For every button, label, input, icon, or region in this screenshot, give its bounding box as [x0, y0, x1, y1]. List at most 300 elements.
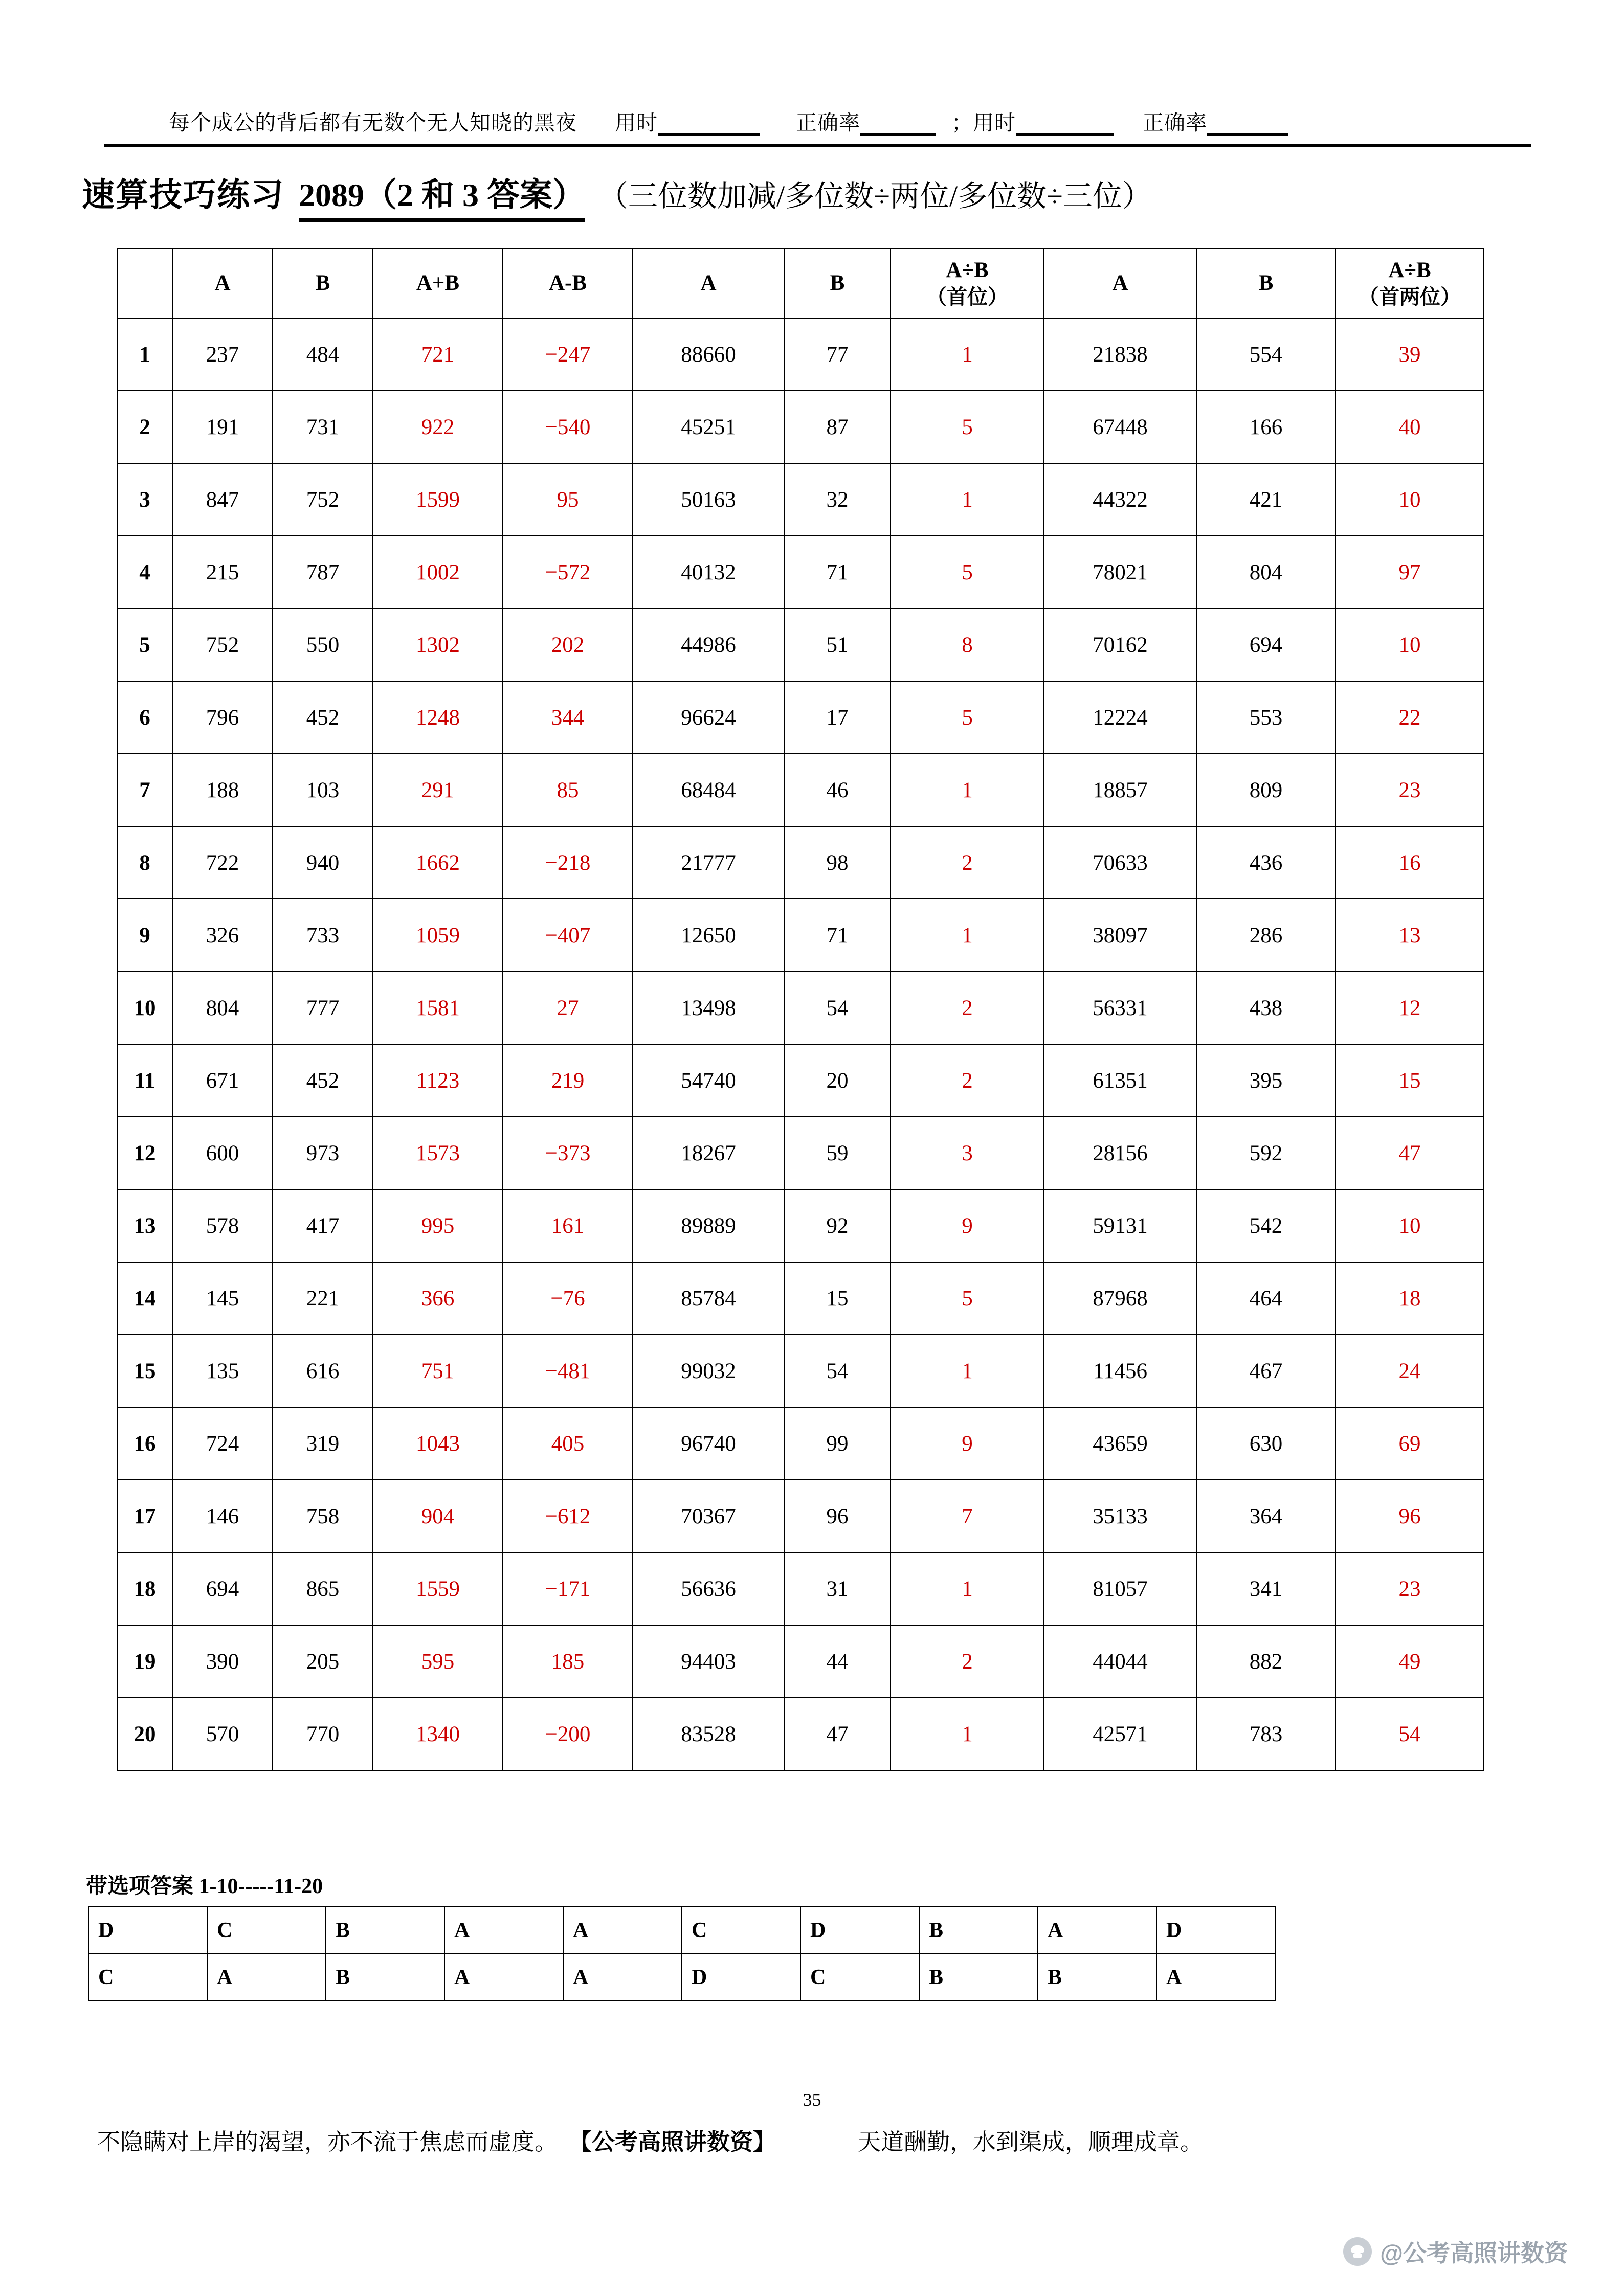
cell-quotient-first-two-digits: 13: [1336, 899, 1484, 972]
cell-quotient-first-two-digits: 40: [1336, 391, 1484, 463]
watermark-text: @公考高照讲数资: [1380, 2240, 1568, 2266]
cell-quotient-first-digit: 5: [891, 1262, 1044, 1335]
time-blank-1[interactable]: [658, 118, 760, 136]
cell-b-div2: 54: [784, 972, 891, 1044]
header-first-digit-note: （首位）: [926, 285, 1008, 308]
cell-b-div2: 59: [784, 1117, 891, 1189]
cell-b-add: 733: [273, 899, 373, 972]
table-row: [117, 754, 1484, 826]
cell-a-plus-b: 291: [373, 754, 503, 826]
cell-quotient-first-two-digits: 23: [1336, 754, 1484, 826]
cell-b-add: 758: [273, 1480, 373, 1552]
table-row: [117, 463, 1484, 536]
cell-a-add: 135: [172, 1335, 273, 1407]
cell-quotient-first-digit: 8: [891, 609, 1044, 681]
cell-b-add: 319: [273, 1407, 373, 1480]
cell-a-div3: 56331: [1044, 972, 1196, 1044]
accuracy-blank-1[interactable]: [860, 118, 936, 136]
cell-b-div3: 554: [1196, 318, 1336, 391]
option-cell: A: [1156, 1954, 1275, 2001]
cell-a-add: 326: [172, 899, 273, 972]
cell-quotient-first-two-digits: 24: [1336, 1335, 1484, 1407]
option-cell: B: [919, 1954, 1038, 2001]
row-index: 20: [117, 1698, 172, 1770]
row-index: 16: [117, 1407, 172, 1480]
time-blank-2[interactable]: [1016, 118, 1114, 136]
cell-a-add: 188: [172, 754, 273, 826]
footer-quote: 不隐瞒对上岸的渴望，亦不流于焦虑而虚度。: [97, 2129, 558, 2155]
cell-a-div3: 78021: [1044, 536, 1196, 609]
row-index: 6: [117, 681, 172, 754]
cell-a-add: 390: [172, 1625, 273, 1698]
cell-quotient-first-digit: 1: [891, 899, 1044, 972]
header-a-plus-b: A+B: [373, 249, 503, 318]
cell-quotient-first-digit: 5: [891, 681, 1044, 754]
cell-a-plus-b: 922: [373, 391, 503, 463]
cell-b-add: 221: [273, 1262, 373, 1335]
cell-b-div2: 92: [784, 1189, 891, 1262]
cell-b-add: 973: [273, 1117, 373, 1189]
table-row: [117, 1480, 1484, 1552]
row-index: 9: [117, 899, 172, 972]
cell-b-div2: 99: [784, 1407, 891, 1480]
cell-a-plus-b: 1059: [373, 899, 503, 972]
cell-b-add: 770: [273, 1698, 373, 1770]
header-a-div-b-first-two-digits: [1336, 249, 1484, 318]
table-row: [117, 609, 1484, 681]
cell-a-add: 671: [172, 1044, 273, 1117]
footer-motto: 天道酬勤，水到渠成，顺理成章。: [858, 2129, 1204, 2155]
cell-quotient-first-digit: 1: [891, 1698, 1044, 1770]
table-row: [117, 972, 1484, 1044]
cell-b-div3: 630: [1196, 1407, 1336, 1480]
page-number: 35: [803, 2089, 821, 2110]
cell-b-div3: 553: [1196, 681, 1336, 754]
header-a-div3: A: [1044, 249, 1196, 318]
cell-a-div3: 67448: [1044, 391, 1196, 463]
cell-a-div2: 45251: [633, 391, 784, 463]
cell-b-div2: 51: [784, 609, 891, 681]
cell-quotient-first-digit: 9: [891, 1189, 1044, 1262]
cell-a-plus-b: 721: [373, 318, 503, 391]
cell-a-div2: 68484: [633, 754, 784, 826]
header-b-div3: B: [1196, 249, 1336, 318]
header-first-two-digits-note: （首两位）: [1359, 285, 1461, 308]
option-cell: C: [682, 1907, 800, 1954]
cell-b-add: 417: [273, 1189, 373, 1262]
cell-quotient-first-digit: 1: [891, 463, 1044, 536]
option-cell: A: [563, 1954, 682, 2001]
cell-a-plus-b: 1662: [373, 826, 503, 899]
option-cell: B: [1038, 1954, 1156, 2001]
cell-a-div2: 99032: [633, 1335, 784, 1407]
option-cell: B: [919, 1907, 1038, 1954]
cell-b-div2: 46: [784, 754, 891, 826]
cell-b-add: 452: [273, 1044, 373, 1117]
option-cell: A: [207, 1954, 326, 2001]
cell-a-minus-b: −373: [503, 1117, 633, 1189]
cell-a-add: 237: [172, 318, 273, 391]
cell-quotient-first-two-digits: 10: [1336, 609, 1484, 681]
options-row: [88, 1907, 1275, 1954]
option-cell: D: [1156, 1907, 1275, 1954]
row-index: 1: [117, 318, 172, 391]
accuracy-label-2: 正确率: [1143, 111, 1207, 134]
row-index: 14: [117, 1262, 172, 1335]
cell-b-div2: 20: [784, 1044, 891, 1117]
cell-a-add: 215: [172, 536, 273, 609]
cell-b-div2: 54: [784, 1335, 891, 1407]
cell-a-minus-b: 202: [503, 609, 633, 681]
cell-a-div3: 38097: [1044, 899, 1196, 972]
cell-quotient-first-digit: 2: [891, 1044, 1044, 1117]
table-row: [117, 681, 1484, 754]
table-row: [117, 391, 1484, 463]
header-b-add: B: [273, 249, 373, 318]
row-index: 15: [117, 1335, 172, 1407]
cell-quotient-first-two-digits: 39: [1336, 318, 1484, 391]
cell-quotient-first-two-digits: 47: [1336, 1117, 1484, 1189]
cell-a-div3: 18857: [1044, 754, 1196, 826]
row-index: 18: [117, 1552, 172, 1625]
cell-a-minus-b: 185: [503, 1625, 633, 1698]
table-row: [117, 1625, 1484, 1698]
weibo-logo-icon: [1343, 2237, 1372, 2266]
cell-b-div2: 87: [784, 391, 891, 463]
cell-a-add: 694: [172, 1552, 273, 1625]
cell-quotient-first-two-digits: 10: [1336, 1189, 1484, 1262]
cell-a-plus-b: 1573: [373, 1117, 503, 1189]
cell-quotient-first-two-digits: 16: [1336, 826, 1484, 899]
cell-a-plus-b: 1002: [373, 536, 503, 609]
title-main: 速算技巧练习: [82, 177, 284, 213]
cell-b-add: 940: [273, 826, 373, 899]
cell-a-plus-b: 1043: [373, 1407, 503, 1480]
header-a-minus-b: A-B: [503, 249, 633, 318]
cell-b-div2: 71: [784, 899, 891, 972]
cell-b-add: 484: [273, 318, 373, 391]
cell-a-div3: 43659: [1044, 1407, 1196, 1480]
option-cell: D: [800, 1907, 919, 1954]
cell-a-div3: 59131: [1044, 1189, 1196, 1262]
accuracy-label-1: 正确率: [796, 111, 860, 134]
option-cell: D: [682, 1954, 800, 2001]
cell-quotient-first-two-digits: 15: [1336, 1044, 1484, 1117]
cell-b-div3: 286: [1196, 899, 1336, 972]
cell-a-plus-b: 995: [373, 1189, 503, 1262]
cell-a-add: 796: [172, 681, 273, 754]
header-index: [117, 249, 172, 318]
cell-a-div3: 21838: [1044, 318, 1196, 391]
cell-b-div3: 467: [1196, 1335, 1336, 1407]
cell-a-plus-b: 1581: [373, 972, 503, 1044]
cell-quotient-first-digit: 7: [891, 1480, 1044, 1552]
cell-b-add: 777: [273, 972, 373, 1044]
cell-b-div3: 438: [1196, 972, 1336, 1044]
cell-b-div2: 71: [784, 536, 891, 609]
cell-a-add: 804: [172, 972, 273, 1044]
cell-a-plus-b: 1248: [373, 681, 503, 754]
cell-quotient-first-two-digits: 49: [1336, 1625, 1484, 1698]
page-title: [82, 169, 1565, 225]
cell-a-add: 847: [172, 463, 273, 536]
cell-quotient-first-digit: 2: [891, 826, 1044, 899]
cell-a-add: 752: [172, 609, 273, 681]
cell-quotient-first-digit: 2: [891, 972, 1044, 1044]
header-a-add: A: [172, 249, 273, 318]
cell-a-div2: 89889: [633, 1189, 784, 1262]
cell-b-div3: 364: [1196, 1480, 1336, 1552]
cell-a-minus-b: −612: [503, 1480, 633, 1552]
cell-b-div3: 166: [1196, 391, 1336, 463]
table-row: [117, 899, 1484, 972]
page-header: [102, 100, 1534, 136]
header-a-div2: A: [633, 249, 784, 318]
cell-a-div2: 56636: [633, 1552, 784, 1625]
cell-quotient-first-digit: 1: [891, 318, 1044, 391]
option-cell: D: [88, 1907, 207, 1954]
cell-a-div2: 94403: [633, 1625, 784, 1698]
cell-b-add: 452: [273, 681, 373, 754]
table-row: [117, 1044, 1484, 1117]
table-row: [117, 1407, 1484, 1480]
table-row: [117, 1552, 1484, 1625]
option-cell: B: [326, 1907, 444, 1954]
cell-a-div3: 42571: [1044, 1698, 1196, 1770]
table-header-row: [117, 249, 1484, 318]
cell-b-div2: 96: [784, 1480, 891, 1552]
cell-quotient-first-digit: 9: [891, 1407, 1044, 1480]
option-cell: B: [326, 1954, 444, 2001]
cell-quotient-first-two-digits: 12: [1336, 972, 1484, 1044]
cell-b-div3: 436: [1196, 826, 1336, 899]
row-index: 17: [117, 1480, 172, 1552]
watermark: [1343, 2235, 1568, 2268]
cell-a-div2: 40132: [633, 536, 784, 609]
row-index: 13: [117, 1189, 172, 1262]
header-a-div-b-label-2: A÷B: [1388, 258, 1431, 283]
row-index: 12: [117, 1117, 172, 1189]
cell-a-minus-b: −407: [503, 899, 633, 972]
header-a-div-b-first-digit: [891, 249, 1044, 318]
option-cell: C: [207, 1907, 326, 1954]
cell-quotient-first-two-digits: 96: [1336, 1480, 1484, 1552]
row-index: 11: [117, 1044, 172, 1117]
header-b-div2: B: [784, 249, 891, 318]
cell-quotient-first-digit: 1: [891, 1552, 1044, 1625]
cell-a-plus-b: 751: [373, 1335, 503, 1407]
options-row: [88, 1954, 1275, 2001]
accuracy-blank-2[interactable]: [1207, 118, 1288, 136]
cell-b-div3: 395: [1196, 1044, 1336, 1117]
cell-a-div2: 13498: [633, 972, 784, 1044]
table-row: [117, 826, 1484, 899]
cell-b-div2: 44: [784, 1625, 891, 1698]
time-label-1: 用时: [615, 111, 658, 134]
cell-b-add: 550: [273, 609, 373, 681]
cell-a-add: 570: [172, 1698, 273, 1770]
row-index: 7: [117, 754, 172, 826]
title-code: 2089（2 和 3 答案）: [299, 169, 585, 222]
cell-quotient-first-two-digits: 69: [1336, 1407, 1484, 1480]
footer-brand: 【公考高照讲数资】: [569, 2129, 776, 2155]
cell-a-minus-b: 27: [503, 972, 633, 1044]
cell-a-minus-b: 161: [503, 1189, 633, 1262]
cell-b-div3: 421: [1196, 463, 1336, 536]
row-index: 19: [117, 1625, 172, 1698]
cell-a-div3: 44044: [1044, 1625, 1196, 1698]
cell-quotient-first-digit: 1: [891, 1335, 1044, 1407]
options-answer-table: [88, 1906, 1276, 2001]
cell-a-div3: 12224: [1044, 681, 1196, 754]
cell-b-div3: 464: [1196, 1262, 1336, 1335]
row-index: 2: [117, 391, 172, 463]
cell-a-div2: 12650: [633, 899, 784, 972]
cell-a-minus-b: 85: [503, 754, 633, 826]
cell-a-minus-b: −171: [503, 1552, 633, 1625]
row-index: 3: [117, 463, 172, 536]
option-cell: A: [1038, 1907, 1156, 1954]
cell-b-div3: 804: [1196, 536, 1336, 609]
row-index: 5: [117, 609, 172, 681]
cell-quotient-first-two-digits: 18: [1336, 1262, 1484, 1335]
cell-a-add: 191: [172, 391, 273, 463]
cell-a-add: 145: [172, 1262, 273, 1335]
header-divider: [104, 144, 1531, 147]
cell-a-add: 578: [172, 1189, 273, 1262]
table-row: [117, 318, 1484, 391]
cell-a-div2: 88660: [633, 318, 784, 391]
cell-b-add: 103: [273, 754, 373, 826]
cell-a-plus-b: 366: [373, 1262, 503, 1335]
option-cell: C: [88, 1954, 207, 2001]
cell-a-div3: 28156: [1044, 1117, 1196, 1189]
cell-quotient-first-digit: 1: [891, 754, 1044, 826]
option-cell: A: [563, 1907, 682, 1954]
cell-a-minus-b: 219: [503, 1044, 633, 1117]
row-index: 10: [117, 972, 172, 1044]
cell-b-div3: 882: [1196, 1625, 1336, 1698]
cell-a-div3: 70162: [1044, 609, 1196, 681]
cell-a-plus-b: 904: [373, 1480, 503, 1552]
options-answers-label: 带选项答案 1-10-----11-20: [86, 1875, 323, 1898]
title-subtitle: （三位数加减/多位数÷两位/多位数÷三位）: [598, 179, 1152, 213]
cell-a-div3: 11456: [1044, 1335, 1196, 1407]
cell-b-add: 865: [273, 1552, 373, 1625]
cell-a-div3: 70633: [1044, 826, 1196, 899]
cell-a-div2: 96624: [633, 681, 784, 754]
cell-a-plus-b: 1340: [373, 1698, 503, 1770]
cell-a-plus-b: 1123: [373, 1044, 503, 1117]
cell-a-div3: 81057: [1044, 1552, 1196, 1625]
cell-b-div3: 783: [1196, 1698, 1336, 1770]
header-a-div-b-label-1: A÷B: [946, 258, 989, 283]
table-row: [117, 1335, 1484, 1407]
cell-a-div2: 21777: [633, 826, 784, 899]
cell-a-minus-b: −540: [503, 391, 633, 463]
table-row: [117, 1117, 1484, 1189]
cell-quotient-first-digit: 5: [891, 536, 1044, 609]
cell-b-div2: 47: [784, 1698, 891, 1770]
cell-quotient-first-two-digits: 10: [1336, 463, 1484, 536]
cell-b-div3: 341: [1196, 1552, 1336, 1625]
cell-a-plus-b: 595: [373, 1625, 503, 1698]
table-row: [117, 1189, 1484, 1262]
option-cell: A: [444, 1954, 563, 2001]
cell-a-div3: 44322: [1044, 463, 1196, 536]
cell-a-div2: 18267: [633, 1117, 784, 1189]
cell-quotient-first-two-digits: 54: [1336, 1698, 1484, 1770]
cell-a-add: 600: [172, 1117, 273, 1189]
cell-a-div3: 87968: [1044, 1262, 1196, 1335]
cell-a-minus-b: −200: [503, 1698, 633, 1770]
cell-a-minus-b: −76: [503, 1262, 633, 1335]
cell-a-div3: 61351: [1044, 1044, 1196, 1117]
cell-b-div3: 809: [1196, 754, 1336, 826]
cell-a-plus-b: 1559: [373, 1552, 503, 1625]
cell-quotient-first-two-digits: 23: [1336, 1552, 1484, 1625]
option-cell: A: [444, 1907, 563, 1954]
cell-a-plus-b: 1302: [373, 609, 503, 681]
table-row: [117, 1698, 1484, 1770]
cell-b-div3: 592: [1196, 1117, 1336, 1189]
cell-a-add: 722: [172, 826, 273, 899]
cell-b-div3: 694: [1196, 609, 1336, 681]
page-footer: [97, 2123, 1529, 2156]
option-cell: C: [800, 1954, 919, 2001]
cell-a-div2: 44986: [633, 609, 784, 681]
cell-a-minus-b: −481: [503, 1335, 633, 1407]
cell-b-add: 205: [273, 1625, 373, 1698]
row-index: 4: [117, 536, 172, 609]
table-row: [117, 536, 1484, 609]
cell-quotient-first-digit: 3: [891, 1117, 1044, 1189]
cell-b-div2: 15: [784, 1262, 891, 1335]
cell-a-plus-b: 1599: [373, 463, 503, 536]
cell-b-add: 731: [273, 391, 373, 463]
cell-a-minus-b: 405: [503, 1407, 633, 1480]
cell-quotient-first-digit: 2: [891, 1625, 1044, 1698]
cell-a-div2: 70367: [633, 1480, 784, 1552]
cell-b-add: 787: [273, 536, 373, 609]
header-separator: ；: [951, 111, 973, 134]
cell-b-div2: 31: [784, 1552, 891, 1625]
cell-b-div2: 17: [784, 681, 891, 754]
cell-b-add: 752: [273, 463, 373, 536]
cell-a-minus-b: 95: [503, 463, 633, 536]
cell-a-div3: 35133: [1044, 1480, 1196, 1552]
cell-b-div2: 98: [784, 826, 891, 899]
cell-quotient-first-two-digits: 97: [1336, 536, 1484, 609]
cell-quotient-first-two-digits: 22: [1336, 681, 1484, 754]
row-index: 8: [117, 826, 172, 899]
cell-a-div2: 85784: [633, 1262, 784, 1335]
exercise-table: [117, 248, 1484, 1771]
cell-a-div2: 50163: [633, 463, 784, 536]
cell-a-div2: 96740: [633, 1407, 784, 1480]
cell-b-div3: 542: [1196, 1189, 1336, 1262]
cell-b-add: 616: [273, 1335, 373, 1407]
cell-a-div2: 54740: [633, 1044, 784, 1117]
cell-quotient-first-digit: 5: [891, 391, 1044, 463]
cell-b-div2: 32: [784, 463, 891, 536]
cell-a-add: 146: [172, 1480, 273, 1552]
cell-a-minus-b: −218: [503, 826, 633, 899]
cell-a-div2: 83528: [633, 1698, 784, 1770]
time-label-2: 用时: [973, 111, 1016, 134]
header-motto: 每个成公的背后都有无数个无人知晓的黑夜: [169, 111, 577, 134]
cell-a-minus-b: −247: [503, 318, 633, 391]
